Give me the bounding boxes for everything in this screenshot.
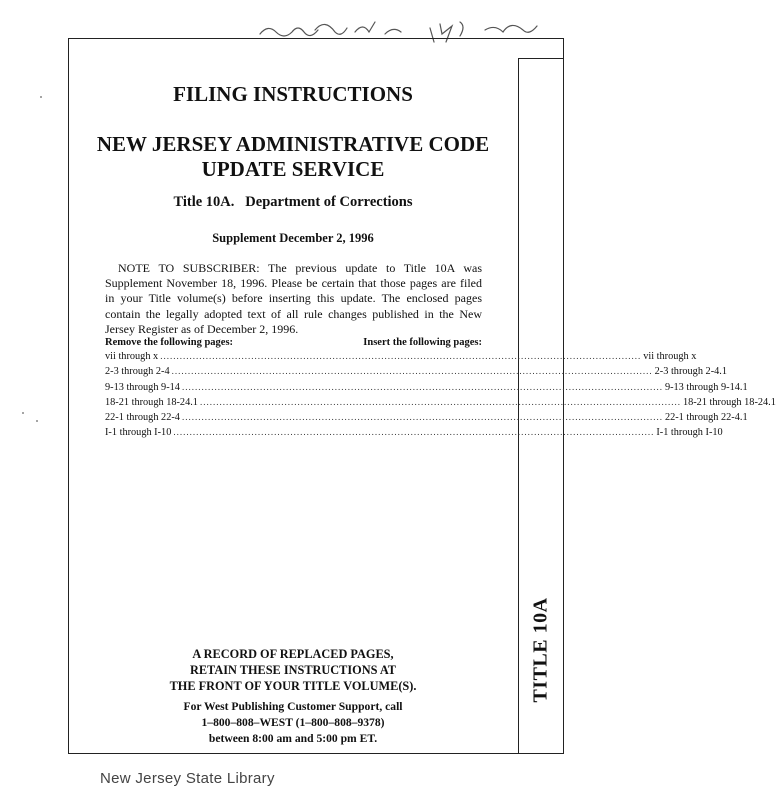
list-item xyxy=(105,381,748,397)
support-phone: 1–800–808–WEST (1–800–808–9378) xyxy=(201,716,385,729)
record-notice xyxy=(68,646,518,694)
remove-pages: 18-21 through 18-24.1 xyxy=(105,396,198,408)
library-stamp: New Jersey State Library xyxy=(100,770,275,787)
remove-pages: 9-13 through 9-14 xyxy=(105,381,180,393)
list-item xyxy=(105,351,697,366)
tab-divider-top xyxy=(518,58,564,59)
leader-dots: .................................................................................................................................................... xyxy=(160,351,642,361)
scan-speck xyxy=(36,420,38,422)
remove-pages: 22-1 through 22-4 xyxy=(105,412,180,424)
leader-dots: .................................................................................................................................................... xyxy=(181,381,663,392)
pages-list xyxy=(105,351,776,443)
subscriber-note: NOTE TO SUBSCRIBER: The previous update to Title 10A was Supplement November 18, 1996. Please be certain that those pages are filed in your Title volume(s) before inserting this update. The enclosed pages contain the legally adopted text of all rule changes published in the New Jersey Register as of December 2, 1996. xyxy=(105,261,482,336)
insert-pages: I-1 through I-10 xyxy=(656,427,723,439)
columns-header xyxy=(105,337,482,348)
record-line-3: THE FRONT OF YOUR TITLE VOLUME(S). xyxy=(169,679,417,693)
record-line-1: A RECORD OF REPLACED PAGES, xyxy=(192,647,394,661)
leader-dots: .................................................................................................................................................... xyxy=(199,396,681,407)
subheading-line-2: UPDATE SERVICE xyxy=(201,157,385,181)
insert-pages: 18-21 through 18-24.1 xyxy=(682,396,776,408)
remove-pages: 2-3 through 2-4 xyxy=(105,366,170,378)
leader-dots: .................................................................................................................................................... xyxy=(173,427,655,438)
support-hours: between 8:00 am and 5:00 pm ET. xyxy=(208,732,378,745)
page-heading: FILING INSTRUCTIONS xyxy=(173,82,413,106)
scan-speck xyxy=(40,96,42,98)
remove-column-header: Remove the following pages: xyxy=(105,337,234,348)
insert-column-header: Insert the following pages: xyxy=(363,337,482,348)
subheading-line-1: NEW JERSEY ADMINISTRATIVE CODE xyxy=(96,132,490,156)
leader-dots: .................................................................................................................................................... xyxy=(181,412,663,423)
support-line-1: For West Publishing Customer Support, call xyxy=(183,700,403,713)
title-tab-label: TITLE 10A xyxy=(529,597,552,703)
list-item xyxy=(105,412,748,427)
supplement-line: Supplement December 2, 1996 xyxy=(212,231,374,245)
title-line: Title 10A. Department of Corrections xyxy=(173,194,413,210)
record-line-2: RETAIN THESE INSTRUCTIONS AT xyxy=(189,663,397,677)
list-item xyxy=(105,427,723,442)
customer-support xyxy=(68,699,518,747)
leader-dots: .................................................................................................................................................... xyxy=(171,366,653,377)
insert-pages: 22-1 through 22-4.1 xyxy=(664,412,748,424)
insert-pages: 9-13 through 9-14.1 xyxy=(664,381,748,393)
scan-speck xyxy=(22,412,24,414)
remove-pages: I-1 through I-10 xyxy=(105,427,172,439)
list-item xyxy=(105,396,776,412)
insert-pages: vii through x xyxy=(643,351,697,362)
insert-pages: 2-3 through 2-4.1 xyxy=(654,366,727,378)
remove-pages: vii through x xyxy=(105,351,159,362)
list-item xyxy=(105,366,727,381)
